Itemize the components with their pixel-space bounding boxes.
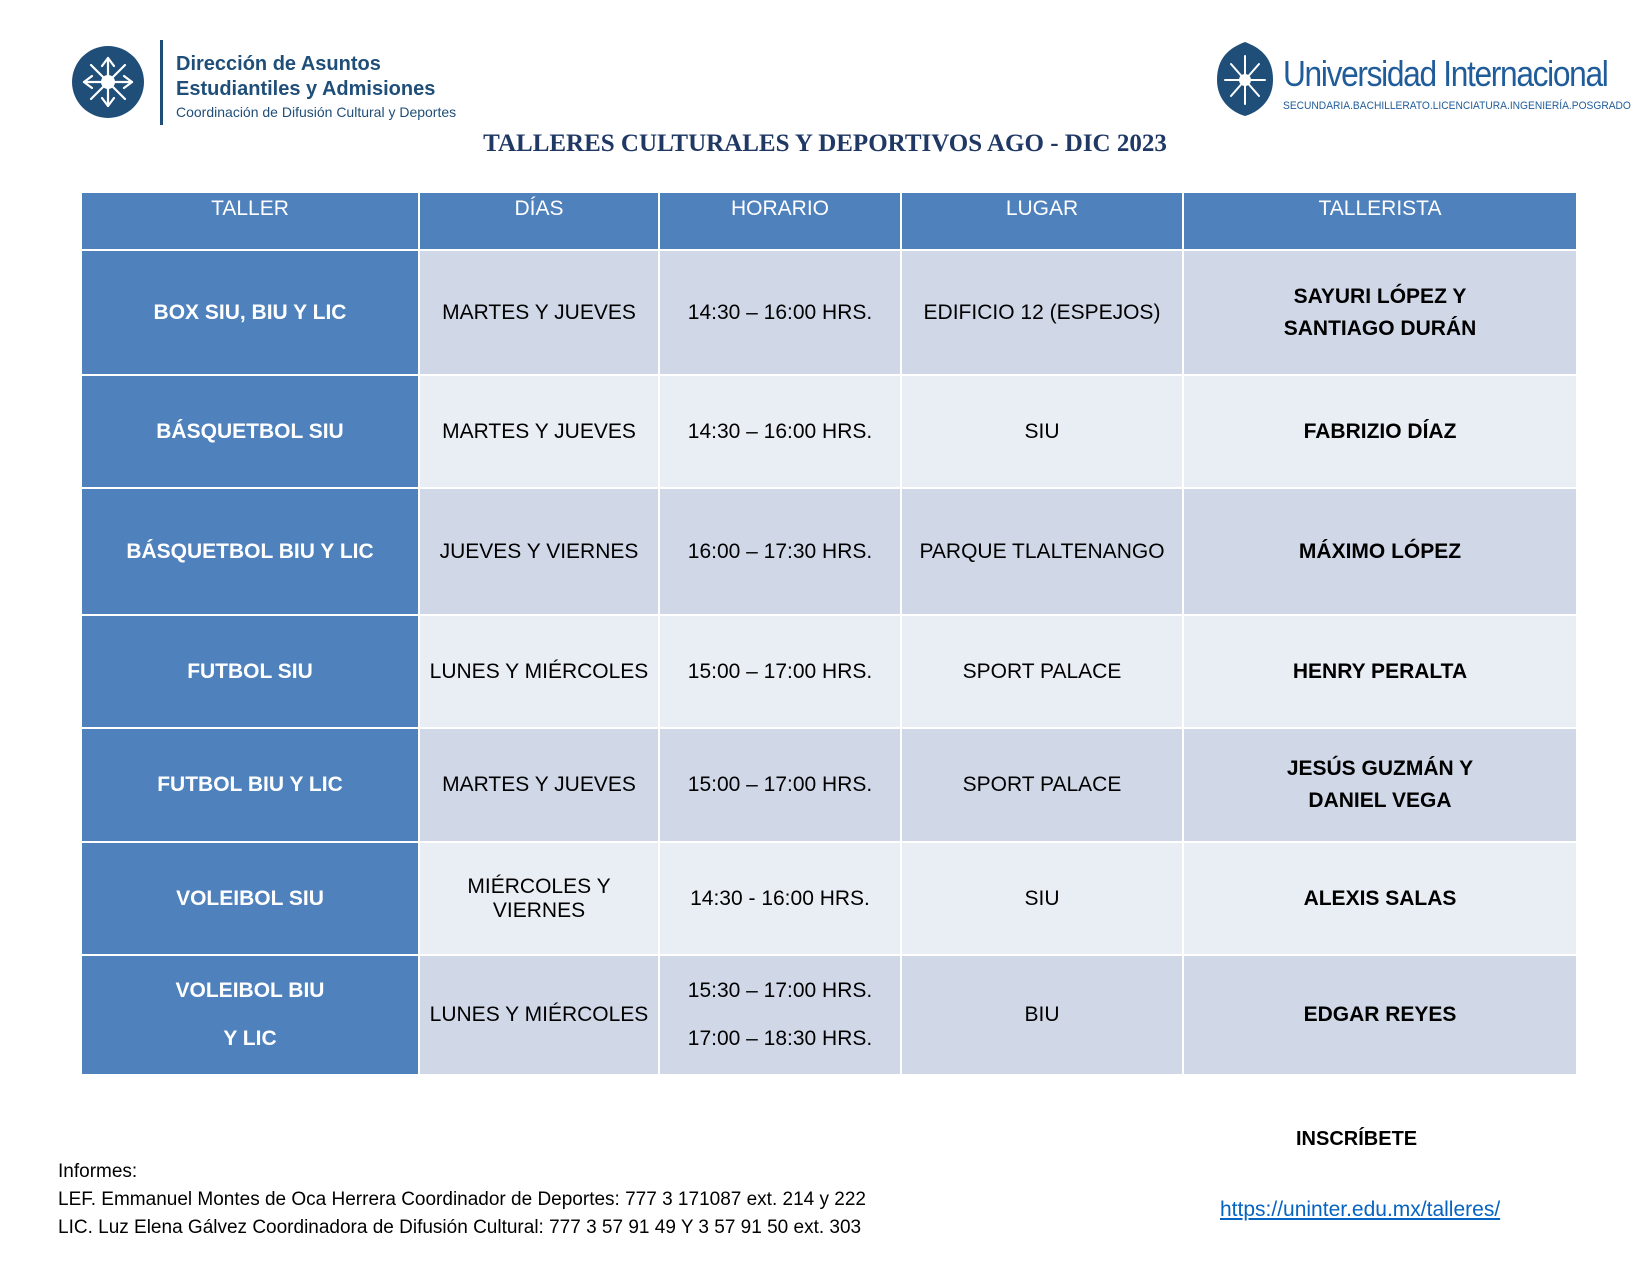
contact-title: Informes: xyxy=(58,1161,138,1182)
cell-taller xyxy=(81,375,419,488)
cell-dias: MARTES Y JUEVES xyxy=(419,250,659,375)
cell-horario xyxy=(659,955,901,1075)
page-title: TALLERES CULTURALES Y DEPORTIVOS AGO - DIC 2023 xyxy=(483,130,1167,157)
tallerista-text: DANIEL VEGA xyxy=(1308,789,1452,812)
contact-culture: LIC. Luz Elena Gálvez Coordinadora de Difusión Cultural: 777 3 57 91 49 Y 3 57 91 50 ext. 303 xyxy=(58,1217,862,1238)
header-tallerista: TALLERISTA xyxy=(1183,192,1577,250)
taller-text: BÁSQUETBOL SIU xyxy=(156,419,344,443)
cell-dias: LUNES Y MIÉRCOLES xyxy=(419,615,659,728)
contact-info xyxy=(58,1158,866,1242)
signup-link[interactable]: https://uninter.edu.mx/talleres/ xyxy=(1220,1198,1501,1221)
cell-taller xyxy=(81,955,419,1075)
university-levels: SECUNDARIA.BACHILLERATO.LICENCIATURA.INGENIERÍA.POSGRADO xyxy=(1283,100,1631,112)
header-dias: DÍAS xyxy=(419,192,659,250)
cell-tallerista xyxy=(1183,375,1577,488)
tallerista-text: MÁXIMO LÓPEZ xyxy=(1298,539,1462,563)
tallerista-text: SAYURI LÓPEZ Y xyxy=(1293,284,1467,308)
table-row xyxy=(81,955,1577,1075)
taller-text: FUTBOL BIU Y LIC xyxy=(157,773,343,796)
department-line-2: Estudiantiles y Admisiones xyxy=(176,78,436,100)
cell-lugar: SIU xyxy=(901,375,1183,488)
table-row xyxy=(81,728,1577,842)
cell-tallerista xyxy=(1183,615,1577,728)
university-shield-icon xyxy=(1215,40,1275,118)
header-horario: HORARIO xyxy=(659,192,901,250)
horario-text: 15:00 – 17:00 HRS. xyxy=(687,773,873,796)
cell-dias: MIÉRCOLES Y VIERNES xyxy=(419,842,659,955)
department-line-3: Coordinación de Difusión Cultural y Deportes xyxy=(176,104,457,120)
table-row xyxy=(81,488,1577,615)
cell-horario xyxy=(659,728,901,842)
taller-text: VOLEIBOL SIU xyxy=(176,886,324,910)
taller-text: Y LIC xyxy=(223,1027,277,1050)
tallerista-text: ALEXIS SALAS xyxy=(1303,886,1457,910)
cell-taller xyxy=(81,250,419,375)
contact-sports: LEF. Emmanuel Montes de Oca Herrera Coordinador de Deportes: 777 3 171087 ext. 214 y 222 xyxy=(58,1189,866,1210)
cell-dias: JUEVES Y VIERNES xyxy=(419,488,659,615)
cell-tallerista xyxy=(1183,955,1577,1075)
cell-taller xyxy=(81,728,419,842)
cell-tallerista xyxy=(1183,728,1577,842)
taller-text: VOLEIBOL BIU xyxy=(175,979,325,1002)
horario-text: 14:30 – 16:00 HRS. xyxy=(687,300,873,324)
cell-dias: MARTES Y JUEVES xyxy=(419,728,659,842)
tallerista-text: HENRY PERALTA xyxy=(1292,659,1468,683)
cell-lugar: SPORT PALACE xyxy=(901,615,1183,728)
cell-lugar: SIU xyxy=(901,842,1183,955)
cell-horario xyxy=(659,250,901,375)
university-name: Universidad Internacional xyxy=(1283,53,1608,94)
cell-horario xyxy=(659,842,901,955)
horario-text: 15:00 – 17:00 HRS. xyxy=(687,659,873,683)
cell-dias: LUNES Y MIÉRCOLES xyxy=(419,955,659,1075)
cell-lugar: PARQUE TLALTENANGO xyxy=(901,488,1183,615)
tallerista-text: JESÚS GUZMÁN Y xyxy=(1286,757,1474,780)
cell-horario xyxy=(659,488,901,615)
cell-dias: MARTES Y JUEVES xyxy=(419,375,659,488)
logo-divider xyxy=(160,40,163,125)
university-seal-icon xyxy=(70,44,146,120)
schedule-table xyxy=(80,191,1578,1076)
cell-taller xyxy=(81,615,419,728)
cell-lugar: EDIFICIO 12 (ESPEJOS) xyxy=(901,250,1183,375)
horario-text: 16:00 – 17:30 HRS. xyxy=(687,539,873,563)
table-row xyxy=(81,250,1577,375)
cell-lugar: SPORT PALACE xyxy=(901,728,1183,842)
left-logo xyxy=(70,40,490,125)
taller-text: BOX SIU, BIU Y LIC xyxy=(153,300,347,324)
cell-lugar: BIU xyxy=(901,955,1183,1075)
department-line-1: Dirección de Asuntos xyxy=(176,53,381,75)
horario-text: 14:30 – 16:00 HRS. xyxy=(687,419,873,443)
table-row xyxy=(81,842,1577,955)
right-logo xyxy=(1215,40,1635,120)
department-name xyxy=(176,52,456,122)
tallerista-text: SANTIAGO DURÁN xyxy=(1283,316,1477,340)
horario-text: 15:30 – 17:00 HRS. xyxy=(687,979,873,1002)
taller-text: BÁSQUETBOL BIU Y LIC xyxy=(126,539,374,563)
cell-tallerista xyxy=(1183,488,1577,615)
tallerista-text: FABRIZIO DÍAZ xyxy=(1303,419,1457,443)
cell-tallerista xyxy=(1183,250,1577,375)
cell-taller xyxy=(81,842,419,955)
horario-text: 14:30 - 16:00 HRS. xyxy=(690,886,870,910)
cell-tallerista xyxy=(1183,842,1577,955)
header-taller: TALLER xyxy=(81,192,419,250)
table-row xyxy=(81,615,1577,728)
taller-text: FUTBOL SIU xyxy=(187,659,313,683)
signup-label: INSCRÍBETE xyxy=(1296,1128,1418,1150)
cell-horario xyxy=(659,615,901,728)
table-header-row xyxy=(81,192,1577,250)
cell-horario xyxy=(659,375,901,488)
cell-taller xyxy=(81,488,419,615)
horario-text: 17:00 – 18:30 HRS. xyxy=(687,1027,873,1050)
tallerista-text: EDGAR REYES xyxy=(1303,1003,1457,1026)
table-row xyxy=(81,375,1577,488)
header-lugar: LUGAR xyxy=(901,192,1183,250)
